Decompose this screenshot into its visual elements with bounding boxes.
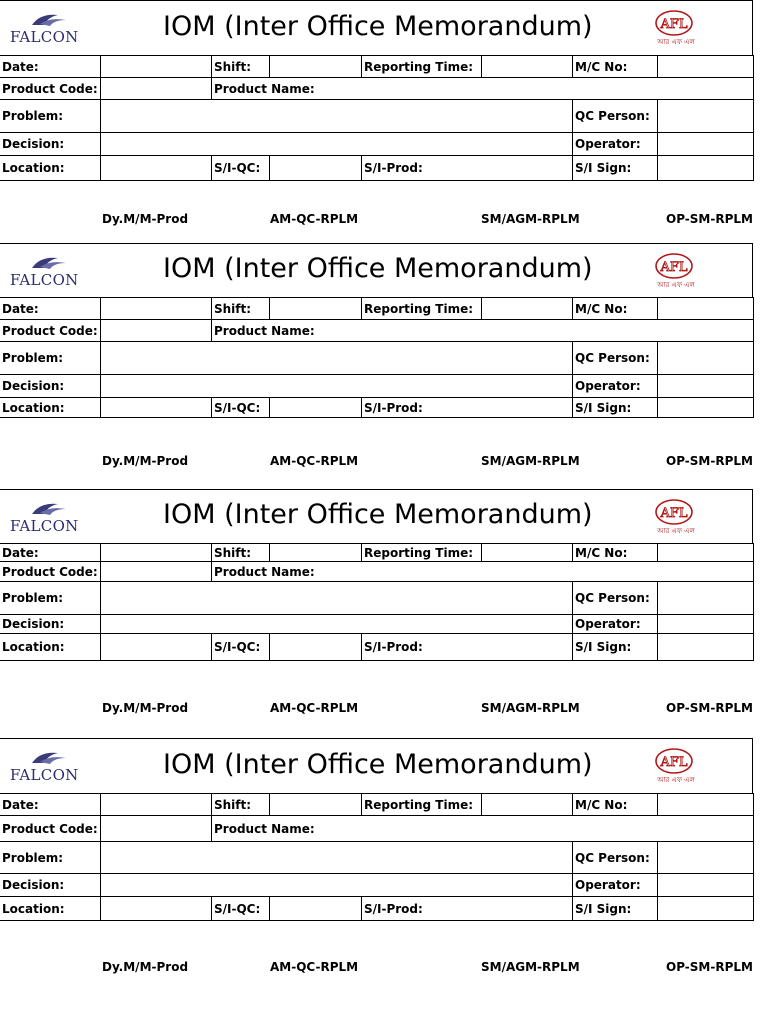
falcon-wordmark: FALCON (10, 271, 79, 289)
problem-field[interactable] (101, 842, 573, 873)
row-decision (0, 375, 754, 398)
afl-logo (646, 252, 702, 289)
mc-no-field[interactable] (658, 56, 754, 77)
operator-field[interactable] (658, 874, 754, 896)
falcon-bird-icon (10, 254, 90, 272)
form-title: IOM (Inter Office Memorandum) (163, 748, 593, 780)
row-problem (0, 842, 754, 874)
si-sign-label: S/I Sign: (573, 156, 658, 180)
form-header (0, 243, 753, 297)
form-grid (0, 297, 754, 418)
location-label: Location: (0, 897, 101, 920)
product-code-label: Product Code: (0, 562, 101, 581)
si-sign-field[interactable] (658, 398, 754, 417)
date-label: Date: (0, 544, 101, 561)
iom-form (0, 738, 768, 980)
reporting-time-label: Reporting Time: (362, 794, 482, 815)
qc-person-label: QC Person: (573, 582, 658, 614)
falcon-bird-icon (10, 749, 90, 767)
falcon-wordmark: FALCON (10, 28, 79, 46)
decision-field[interactable] (101, 133, 573, 155)
date-label: Date: (0, 298, 101, 319)
si-sign-label: S/I Sign: (573, 897, 658, 920)
decision-label: Decision: (0, 375, 101, 397)
form-header (0, 0, 753, 55)
row-product (0, 78, 754, 100)
signatory-label: SM/AGM-RPLM (481, 212, 580, 226)
row-product (0, 562, 754, 582)
si-sign-field[interactable] (658, 156, 754, 180)
row-problem (0, 100, 754, 133)
signatory-label: Dy.M/M-Prod (102, 960, 189, 974)
problem-field[interactable] (101, 582, 573, 614)
operator-label: Operator: (573, 874, 658, 896)
signatory-label: Dy.M/M-Prod (102, 212, 189, 226)
reporting-time-field[interactable] (482, 794, 573, 815)
iom-form (0, 243, 768, 474)
falcon-wordmark: FALCON (10, 517, 79, 535)
operator-field[interactable] (658, 615, 754, 633)
si-sign-label: S/I Sign: (573, 398, 658, 417)
product-name-field[interactable]: Product Name: (212, 562, 754, 581)
qc-person-field[interactable] (658, 342, 754, 374)
location-field[interactable] (101, 897, 212, 920)
falcon-logo (10, 500, 90, 535)
afl-bangla-caption: আর এফ এল (657, 776, 695, 784)
location-field[interactable] (101, 156, 212, 180)
date-field[interactable] (101, 56, 212, 77)
row-date-shift (0, 544, 754, 562)
decision-field[interactable] (101, 615, 573, 633)
svg-text:AFL: AFL (660, 260, 688, 275)
signatory-label: AM-QC-RPLM (270, 701, 359, 715)
afl-bangla-caption: আর এফ এল (657, 38, 695, 46)
location-label: Location: (0, 156, 101, 180)
problem-label: Problem: (0, 342, 101, 374)
problem-label: Problem: (0, 582, 101, 614)
shift-label: Shift: (212, 298, 270, 319)
location-field[interactable] (101, 398, 212, 417)
date-field[interactable] (101, 298, 212, 319)
signatory-label: SM/AGM-RPLM (481, 960, 580, 974)
afl-emblem-icon (646, 252, 702, 280)
shift-field[interactable] (270, 56, 362, 77)
form-grid (0, 55, 754, 181)
product-code-field[interactable] (101, 816, 212, 841)
location-label: Location: (0, 398, 101, 417)
row-decision (0, 133, 754, 156)
si-sign-label: S/I Sign: (573, 634, 658, 660)
row-problem (0, 582, 754, 615)
afl-emblem-icon (646, 9, 702, 37)
si-qc-label: S/I-QC: (212, 156, 270, 180)
decision-label: Decision: (0, 874, 101, 896)
shift-field[interactable] (270, 298, 362, 319)
si-sign-field[interactable] (658, 634, 754, 660)
qc-person-field[interactable] (658, 842, 754, 873)
svg-text:AFL: AFL (660, 506, 688, 521)
problem-field[interactable] (101, 342, 573, 374)
reporting-time-field[interactable] (482, 56, 573, 77)
shift-label: Shift: (212, 56, 270, 77)
afl-emblem-icon (646, 498, 702, 526)
si-qc-field[interactable] (270, 897, 362, 920)
shift-field[interactable] (270, 544, 362, 561)
signatory-label: Dy.M/M-Prod (102, 701, 189, 715)
date-field[interactable] (101, 544, 212, 561)
afl-bangla-caption: আর এফ এল (657, 281, 695, 289)
falcon-logo (10, 11, 90, 46)
row-location (0, 897, 754, 921)
form-grid (0, 793, 754, 921)
form-title: IOM (Inter Office Memorandum) (163, 499, 593, 530)
decision-label: Decision: (0, 133, 101, 155)
date-field[interactable] (101, 794, 212, 815)
row-location (0, 156, 754, 181)
reporting-time-label: Reporting Time: (362, 56, 482, 77)
mc-no-label: M/C No: (573, 56, 658, 77)
qc-person-label: QC Person: (573, 100, 658, 132)
product-code-label: Product Code: (0, 816, 101, 841)
row-problem (0, 342, 754, 375)
operator-label: Operator: (573, 133, 658, 155)
operator-label: Operator: (573, 615, 658, 633)
product-code-label: Product Code: (0, 78, 101, 99)
product-code-label: Product Code: (0, 320, 101, 341)
signatory-label: AM-QC-RPLM (270, 454, 359, 468)
operator-field[interactable] (658, 133, 754, 155)
qc-person-label: QC Person: (573, 342, 658, 374)
afl-emblem-icon (646, 747, 702, 775)
decision-field[interactable] (101, 375, 573, 397)
falcon-bird-icon (10, 11, 90, 29)
form-title: IOM (Inter Office Memorandum) (163, 253, 593, 284)
form-header (0, 738, 753, 793)
location-field[interactable] (101, 634, 212, 660)
signatory-label: AM-QC-RPLM (270, 212, 359, 226)
iom-form (0, 0, 768, 232)
afl-logo (646, 498, 702, 535)
operator-field[interactable] (658, 375, 754, 397)
qc-person-label: QC Person: (573, 842, 658, 873)
location-label: Location: (0, 634, 101, 660)
signatory-label: Dy.M/M-Prod (102, 454, 189, 468)
falcon-logo (10, 749, 90, 784)
row-product (0, 320, 754, 342)
reporting-time-label: Reporting Time: (362, 544, 482, 561)
signatory-label: OP-SM-RPLM (666, 212, 753, 226)
row-date-shift (0, 56, 754, 78)
operator-label: Operator: (573, 375, 658, 397)
product-code-field[interactable] (101, 78, 212, 99)
signatory-label: SM/AGM-RPLM (481, 454, 580, 468)
si-qc-label: S/I-QC: (212, 398, 270, 417)
si-qc-label: S/I-QC: (212, 897, 270, 920)
iom-form (0, 489, 768, 721)
shift-label: Shift: (212, 544, 270, 561)
afl-logo (646, 747, 702, 784)
product-code-field[interactable] (101, 562, 212, 581)
mc-no-field[interactable] (658, 544, 754, 561)
falcon-bird-icon (10, 500, 90, 518)
si-prod-field[interactable]: S/I-Prod: (362, 897, 573, 920)
qc-person-field[interactable] (658, 582, 754, 614)
problem-label: Problem: (0, 842, 101, 873)
si-sign-field[interactable] (658, 897, 754, 920)
reporting-time-field[interactable] (482, 298, 573, 319)
si-qc-field[interactable] (270, 156, 362, 180)
si-prod-field[interactable]: S/I-Prod: (362, 398, 573, 417)
reporting-time-label: Reporting Time: (362, 298, 482, 319)
afl-logo (646, 9, 702, 46)
afl-bangla-caption: আর এফ এল (657, 527, 695, 535)
decision-label: Decision: (0, 615, 101, 633)
falcon-logo (10, 254, 90, 289)
svg-text:AFL: AFL (660, 17, 688, 32)
product-name-field[interactable]: Product Name: (212, 816, 754, 841)
signatory-label: OP-SM-RPLM (666, 701, 753, 715)
signatory-label: OP-SM-RPLM (666, 960, 753, 974)
shift-field[interactable] (270, 794, 362, 815)
mc-no-field[interactable] (658, 298, 754, 319)
product-name-field[interactable]: Product Name: (212, 78, 754, 99)
row-date-shift (0, 298, 754, 320)
si-prod-field[interactable]: S/I-Prod: (362, 634, 573, 660)
row-decision (0, 874, 754, 897)
si-qc-field[interactable] (270, 398, 362, 417)
form-title: IOM (Inter Office Memorandum) (163, 10, 593, 42)
row-date-shift (0, 794, 754, 816)
signatory-label: SM/AGM-RPLM (481, 701, 580, 715)
product-code-field[interactable] (101, 320, 212, 341)
row-product (0, 816, 754, 842)
svg-text:AFL: AFL (660, 755, 688, 770)
decision-field[interactable] (101, 874, 573, 896)
row-location (0, 398, 754, 418)
form-header (0, 489, 753, 543)
falcon-wordmark: FALCON (10, 766, 79, 784)
row-decision (0, 615, 754, 634)
si-prod-field[interactable]: S/I-Prod: (362, 156, 573, 180)
date-label: Date: (0, 56, 101, 77)
problem-label: Problem: (0, 100, 101, 132)
mc-no-field[interactable] (658, 794, 754, 815)
mc-no-label: M/C No: (573, 544, 658, 561)
si-qc-field[interactable] (270, 634, 362, 660)
signatory-label: AM-QC-RPLM (270, 960, 359, 974)
form-grid (0, 543, 754, 661)
date-label: Date: (0, 794, 101, 815)
row-location (0, 634, 754, 661)
signatory-label: OP-SM-RPLM (666, 454, 753, 468)
shift-label: Shift: (212, 794, 270, 815)
mc-no-label: M/C No: (573, 794, 658, 815)
problem-field[interactable] (101, 100, 573, 132)
reporting-time-field[interactable] (482, 544, 573, 561)
mc-no-label: M/C No: (573, 298, 658, 319)
qc-person-field[interactable] (658, 100, 754, 132)
si-qc-label: S/I-QC: (212, 634, 270, 660)
product-name-field[interactable]: Product Name: (212, 320, 754, 341)
